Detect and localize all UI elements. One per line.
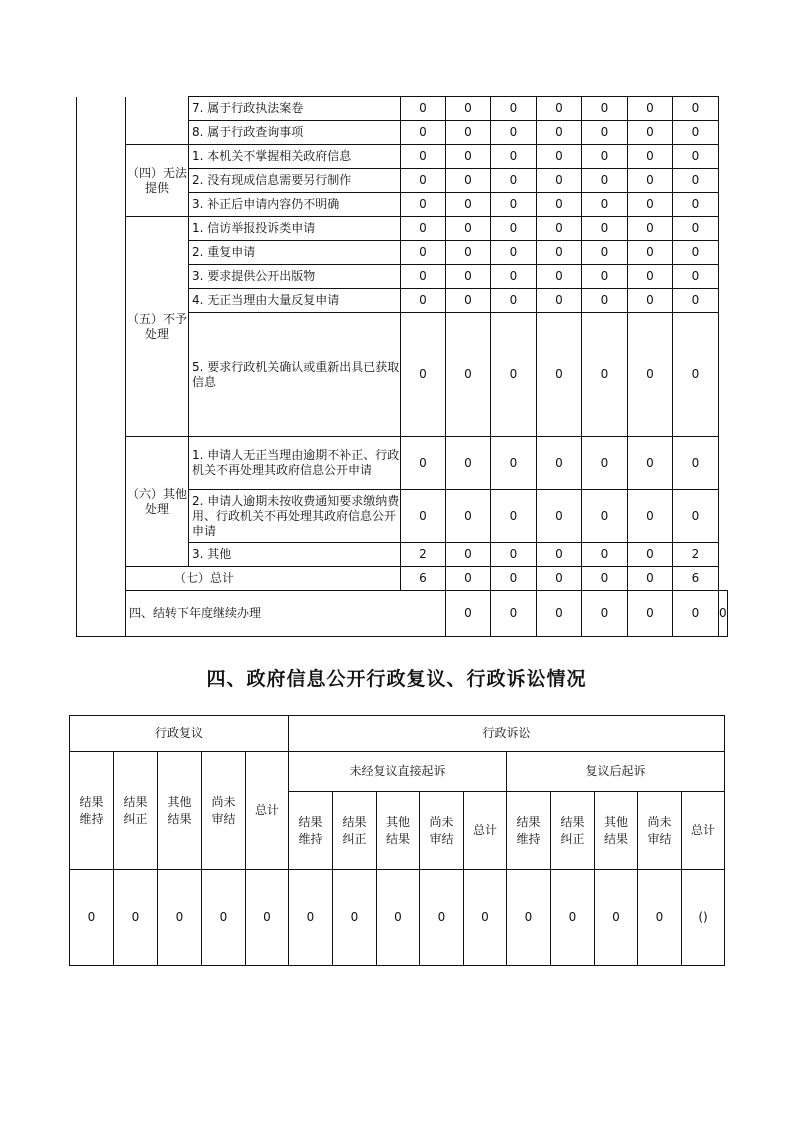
value-cell: 0 (673, 437, 719, 490)
value-cell: 0 (401, 289, 446, 313)
category-other-processing: （六）其他处理 (126, 437, 189, 567)
value-cell: 0 (446, 193, 491, 217)
row-label: 8. 属于行政查询事项 (189, 121, 401, 145)
carry-over-row (77, 591, 728, 637)
value-cell: 0 (401, 217, 446, 241)
value-cell: 0 (446, 241, 491, 265)
results-table (76, 96, 728, 637)
header-admin-review: 行政复议 (70, 716, 289, 752)
value-cell: 0 (401, 121, 446, 145)
table-header-row (70, 716, 725, 752)
value-cell: 0 (595, 870, 638, 966)
value-cell: 0 (537, 97, 582, 121)
category-cell-prev (126, 97, 189, 145)
value-cell: 0 (628, 591, 673, 637)
value-cell: 0 (401, 169, 446, 193)
value-cell: 0 (673, 97, 719, 121)
value-cell: 0 (628, 490, 673, 543)
value-cell: 0 (420, 870, 464, 966)
value-cell: 0 (628, 121, 673, 145)
col-after-corrected: 结果 纠正 (551, 792, 595, 870)
value-cell: 0 (537, 490, 582, 543)
row-label: 3. 要求提供公开出版物 (189, 265, 401, 289)
value-cell: 6 (401, 567, 446, 591)
col-review-other: 其他 结果 (158, 752, 202, 870)
value-cell: 0 (582, 145, 628, 169)
value-cell: 0 (491, 217, 537, 241)
carry-over-label: 四、结转下年度继续办理 (126, 591, 446, 637)
value-cell: 0 (537, 289, 582, 313)
value-cell: 0 (673, 490, 719, 543)
row-label: 5. 要求行政机关确认或重新出具已获取信息 (189, 313, 401, 437)
value-cell: 0 (446, 567, 491, 591)
col-after-total: 总计 (682, 792, 725, 870)
value-cell: 0 (537, 591, 582, 637)
value-cell: 0 (446, 490, 491, 543)
value-cell: 0 (628, 241, 673, 265)
row-label: 4. 无正当理由大量反复申请 (189, 289, 401, 313)
value-cell: 0 (464, 870, 507, 966)
value-cell: 0 (491, 241, 537, 265)
value-cell: 0 (401, 241, 446, 265)
col-after-maintained: 结果 维持 (507, 792, 551, 870)
section-title: 四、政府信息公开行政复议、行政诉讼情况 (206, 668, 587, 690)
table-row (77, 145, 728, 169)
value-cell: 0 (401, 490, 446, 543)
value-cell: 0 (537, 193, 582, 217)
value-cell: 0 (537, 265, 582, 289)
value-cell: 0 (628, 169, 673, 193)
header-after-review-suit: 复议后起诉 (507, 752, 725, 792)
col-after-other: 其他 结果 (595, 792, 638, 870)
value-cell: 0 (537, 217, 582, 241)
row-label: 1. 申请人无正当理由逾期不补正、行政机关不再处理其政府信息公开申请 (189, 437, 401, 490)
value-cell: 0 (491, 169, 537, 193)
value-cell: 0 (446, 289, 491, 313)
value-cell: 0 (491, 97, 537, 121)
value-cell: 0 (507, 870, 551, 966)
value-cell: 0 (537, 543, 582, 567)
value-cell: 0 (246, 870, 289, 966)
value-cell: 0 (628, 97, 673, 121)
value-cell: 0 (401, 97, 446, 121)
value-cell: 0 (628, 437, 673, 490)
value-cell: () (682, 870, 725, 966)
category-not-processed: （五）不予处理 (126, 217, 189, 437)
value-cell: 0 (628, 313, 673, 437)
row-label: 7. 属于行政执法案卷 (189, 97, 401, 121)
col-review-corrected: 结果 纠正 (114, 752, 158, 870)
value-cell: 0 (401, 193, 446, 217)
value-cell: 0 (673, 313, 719, 437)
value-cell: 0 (582, 169, 628, 193)
value-cell: 0 (114, 870, 158, 966)
value-cell: 0 (491, 289, 537, 313)
row-label: 2. 重复申请 (189, 241, 401, 265)
value-cell: 0 (158, 870, 202, 966)
col-direct-other: 其他 结果 (377, 792, 420, 870)
value-cell: 0 (628, 145, 673, 169)
row-label: 2. 没有现成信息需要另行制作 (189, 169, 401, 193)
value-cell: 0 (491, 543, 537, 567)
review-litigation-table (69, 715, 725, 966)
value-cell: 0 (446, 591, 491, 637)
header-admin-litigation: 行政诉讼 (289, 716, 725, 752)
value-cell: 0 (582, 121, 628, 145)
value-cell: 0 (582, 241, 628, 265)
value-cell: 0 (628, 265, 673, 289)
value-cell: 0 (673, 121, 719, 145)
value-cell: 0 (628, 217, 673, 241)
value-cell: 6 (673, 567, 719, 591)
value-cell: 0 (446, 145, 491, 169)
value-cell: 0 (638, 870, 682, 966)
value-cell: 0 (551, 870, 595, 966)
value-cell: 0 (582, 543, 628, 567)
value-cell: 0 (582, 217, 628, 241)
value-cell: 0 (628, 193, 673, 217)
col-direct-maintained: 结果 维持 (289, 792, 333, 870)
row-label: 3. 其他 (189, 543, 401, 567)
value-cell: 0 (446, 97, 491, 121)
value-cell: 0 (491, 193, 537, 217)
value-cell: 0 (582, 97, 628, 121)
col-direct-corrected: 结果 纠正 (333, 792, 377, 870)
value-cell: 0 (289, 870, 333, 966)
row-label: 1. 本机关不掌握相关政府信息 (189, 145, 401, 169)
total-row (77, 567, 728, 591)
value-cell: 0 (582, 567, 628, 591)
value-cell: 0 (446, 313, 491, 437)
col-review-total: 总计 (246, 752, 289, 870)
value-cell: 0 (673, 145, 719, 169)
value-cell: 0 (582, 490, 628, 543)
value-cell: 2 (673, 543, 719, 567)
value-cell: 0 (582, 591, 628, 637)
table-row (70, 870, 725, 966)
value-cell: 0 (582, 265, 628, 289)
value-cell: 0 (537, 567, 582, 591)
col-review-pending: 尚未 审结 (202, 752, 246, 870)
value-cell: 0 (70, 870, 114, 966)
value-cell: 0 (582, 193, 628, 217)
value-cell: 0 (537, 121, 582, 145)
value-cell: 2 (401, 543, 446, 567)
value-cell: 0 (582, 289, 628, 313)
value-cell: 0 (401, 265, 446, 289)
col-direct-pending: 尚未 审结 (420, 792, 464, 870)
value-cell: 0 (628, 567, 673, 591)
value-cell: 0 (582, 437, 628, 490)
value-cell: 0 (673, 241, 719, 265)
table-header-row (70, 752, 725, 792)
value-cell: 0 (333, 870, 377, 966)
value-cell: 0 (446, 265, 491, 289)
value-cell: 0 (401, 313, 446, 437)
row-label: 3. 补正后申请内容仍不明确 (189, 193, 401, 217)
value-cell: 0 (628, 543, 673, 567)
row-label: 1. 信访举报投诉类申请 (189, 217, 401, 241)
value-cell: 0 (491, 567, 537, 591)
value-cell: 0 (673, 265, 719, 289)
value-cell: 0 (377, 870, 420, 966)
outer-category-cell (77, 97, 126, 637)
value-cell: 0 (491, 313, 537, 437)
value-cell: 0 (491, 490, 537, 543)
table-row (77, 97, 728, 121)
value-cell: 0 (202, 870, 246, 966)
value-cell: 0 (673, 169, 719, 193)
value-cell: 0 (537, 169, 582, 193)
value-cell: 0 (446, 437, 491, 490)
value-cell: 0 (673, 289, 719, 313)
value-cell: 0 (491, 265, 537, 289)
value-cell: 0 (401, 437, 446, 490)
value-cell: 0 (673, 591, 719, 637)
value-cell: 0 (491, 437, 537, 490)
table-row (77, 437, 728, 490)
value-cell: 0 (537, 241, 582, 265)
row-label: 2. 申请人逾期未按收费通知要求缴纳费用、行政机关不再处理其政府信息公开申请 (189, 490, 401, 543)
total-label: （七）总计 (126, 567, 401, 591)
value-cell: 0 (446, 121, 491, 145)
value-cell: 0 (446, 543, 491, 567)
value-cell: 0 (719, 591, 728, 637)
value-cell: 0 (401, 145, 446, 169)
value-cell: 0 (537, 437, 582, 490)
col-after-pending: 尚未 审结 (638, 792, 682, 870)
table-row (77, 217, 728, 241)
col-review-maintained: 结果 维持 (70, 752, 114, 870)
header-direct-suit: 未经复议直接起诉 (289, 752, 507, 792)
value-cell: 0 (491, 145, 537, 169)
value-cell: 0 (446, 217, 491, 241)
value-cell: 0 (491, 591, 537, 637)
value-cell: 0 (628, 289, 673, 313)
value-cell: 0 (673, 193, 719, 217)
value-cell: 0 (491, 121, 537, 145)
value-cell: 0 (673, 217, 719, 241)
value-cell: 0 (537, 313, 582, 437)
value-cell: 0 (537, 145, 582, 169)
category-cannot-provide: （四）无法提供 (126, 145, 189, 217)
col-direct-total: 总计 (464, 792, 507, 870)
value-cell: 0 (446, 169, 491, 193)
value-cell: 0 (582, 313, 628, 437)
